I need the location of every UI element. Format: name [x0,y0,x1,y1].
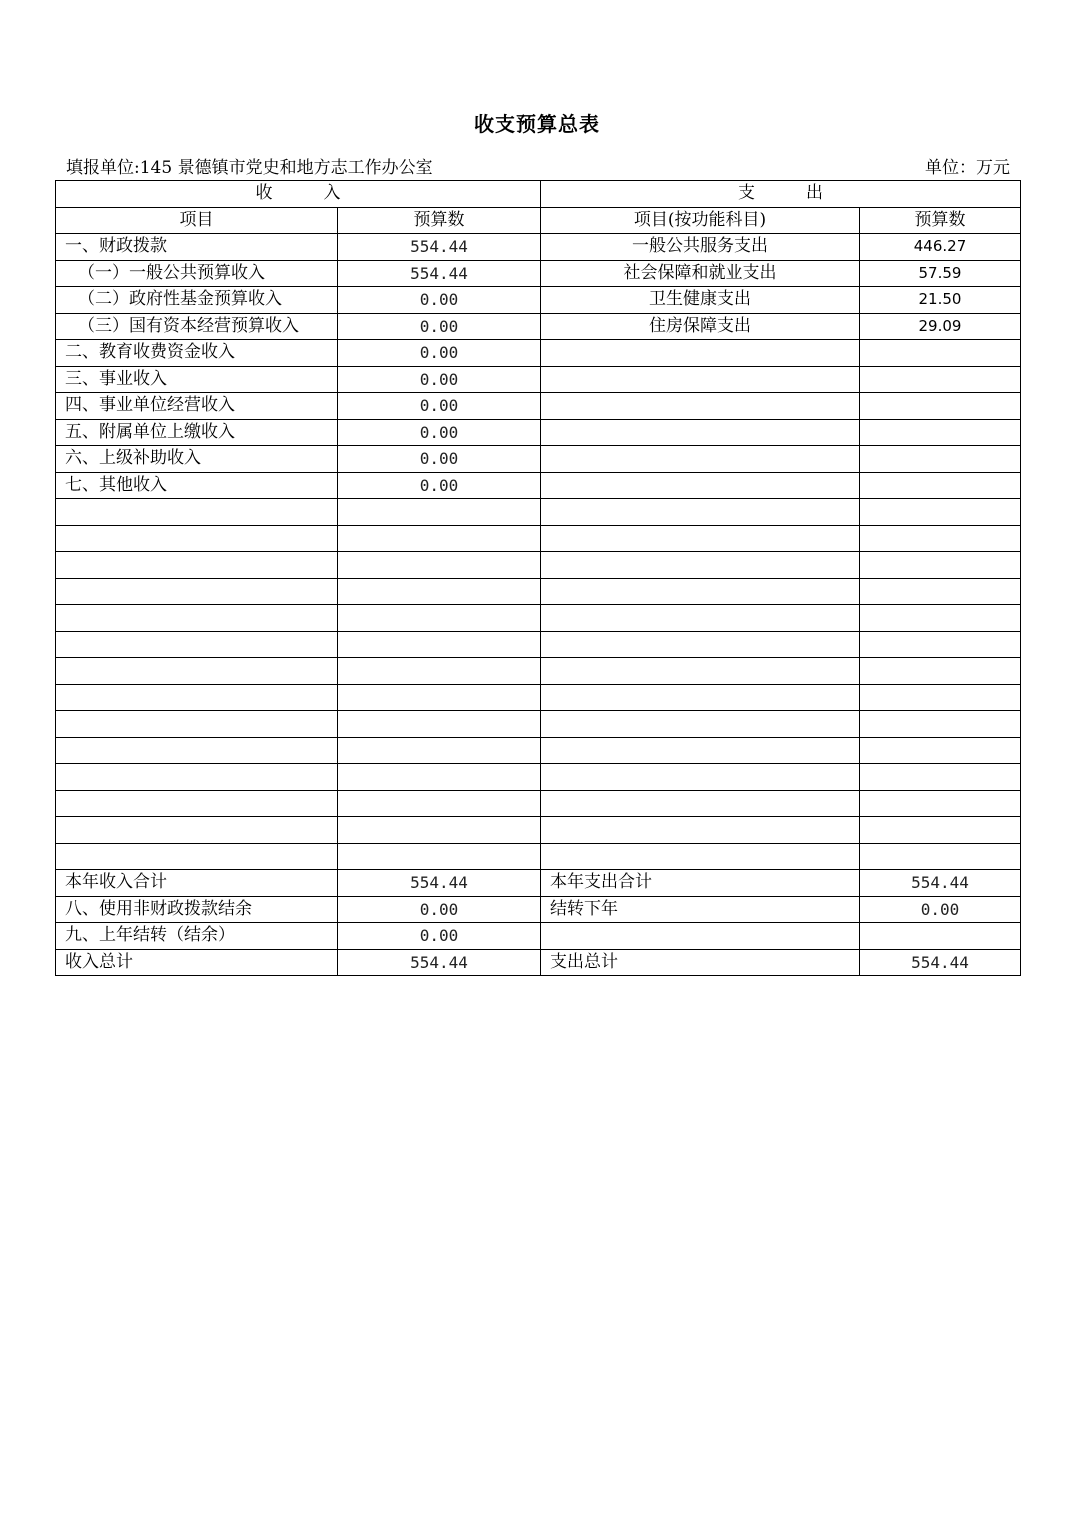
expense-amount-cell [860,578,1021,605]
income-item-cell [56,605,338,632]
income-amount-cell: 554.44 [338,949,541,976]
expense-item-cell: 社会保障和就业支出 [541,260,860,287]
income-amount-cell: 0.00 [338,446,541,473]
income-item-cell [56,817,338,844]
income-item-cell [56,790,338,817]
table-row [56,419,1021,446]
table-row [56,764,1021,791]
table-row [56,658,1021,685]
expense-item-cell [541,658,860,685]
expense-item-cell [541,764,860,791]
table-row [56,605,1021,632]
expense-amount-cell [860,340,1021,367]
income-amount-cell [338,525,541,552]
income-item-cell [56,764,338,791]
expense-item-cell [541,817,860,844]
expense-item-cell [541,499,860,526]
table-row [56,817,1021,844]
expense-amount-cell [860,684,1021,711]
income-item-cell: （一）一般公共预算收入 [56,260,338,287]
expense-item-cell [541,843,860,870]
expense-item-cell [541,711,860,738]
expense-amount-cell [860,764,1021,791]
expense-item-cell [541,737,860,764]
income-item-cell: 一、财政拨款 [56,234,338,261]
expense-item-cell [541,366,860,393]
table-row [56,393,1021,420]
income-amount-cell: 554.44 [338,234,541,261]
income-item-cell [56,658,338,685]
income-item-cell: 九、上年结转（结余） [56,923,338,950]
table-row [56,790,1021,817]
income-item-cell [56,631,338,658]
column-header-row [56,207,1021,234]
income-amount-cell [338,790,541,817]
expense-item-cell: 一般公共服务支出 [541,234,860,261]
income-amount-cell: 0.00 [338,896,541,923]
expense-item-cell [541,631,860,658]
expense-section-header: 支 出 [541,181,1021,208]
expense-amount-cell [860,419,1021,446]
income-amount-cell: 0.00 [338,313,541,340]
expense-amount-cell [860,605,1021,632]
expense-amount-cell [860,737,1021,764]
expense-amount-cell [860,843,1021,870]
income-amount-cell [338,684,541,711]
table-row [56,684,1021,711]
income-amount-cell [338,552,541,579]
expense-item-cell [541,393,860,420]
expense-item-cell [541,340,860,367]
currency-unit: 单位：万元 [925,158,1010,178]
expense-item-cell [541,684,860,711]
budget-table [55,180,1021,976]
table-row [56,923,1021,950]
table-row [56,260,1021,287]
expense-item-cell [541,472,860,499]
expense-item-cell [541,525,860,552]
table-row [56,896,1021,923]
income-item-cell: （二）政府性基金预算收入 [56,287,338,314]
income-amount-cell [338,817,541,844]
income-item-cell: （三）国有资本经营预算收入 [56,313,338,340]
income-amount-cell: 0.00 [338,340,541,367]
expense-item-cell: 住房保障支出 [541,313,860,340]
table-row [56,234,1021,261]
expense-item-cell: 本年支出合计 [541,870,860,897]
income-amount-cell: 554.44 [338,870,541,897]
expense-item-cell [541,419,860,446]
table-row [56,870,1021,897]
income-amount-cell: 0.00 [338,366,541,393]
income-amount-cell [338,499,541,526]
expense-amount-cell [860,631,1021,658]
section-header-row [56,181,1021,208]
table-row [56,949,1021,976]
table-row [56,552,1021,579]
expense-amount-cell: 21.50 [860,287,1021,314]
income-item-cell [56,552,338,579]
table-row [56,472,1021,499]
income-item-cell: 三、事业收入 [56,366,338,393]
income-amount-cell [338,843,541,870]
expense-item-cell [541,923,860,950]
income-item-cell [56,525,338,552]
income-item-cell: 八、使用非财政拨款结余 [56,896,338,923]
col-income-amount: 预算数 [338,207,541,234]
table-row [56,287,1021,314]
col-expense-item: 项目(按功能科目) [541,207,860,234]
income-amount-cell: 0.00 [338,287,541,314]
expense-amount-cell [860,393,1021,420]
table-row [56,366,1021,393]
income-amount-cell: 0.00 [338,472,541,499]
income-item-cell [56,737,338,764]
income-item-cell: 本年收入合计 [56,870,338,897]
income-amount-cell: 0.00 [338,923,541,950]
income-item-cell [56,843,338,870]
expense-amount-cell [860,499,1021,526]
expense-item-cell: 支出总计 [541,949,860,976]
table-row [56,631,1021,658]
income-amount-cell: 554.44 [338,260,541,287]
table-row [56,499,1021,526]
col-expense-amount: 预算数 [860,207,1021,234]
income-amount-cell: 0.00 [338,393,541,420]
income-item-cell: 收入总计 [56,949,338,976]
table-row [56,737,1021,764]
income-amount-cell [338,711,541,738]
expense-item-cell [541,446,860,473]
expense-item-cell [541,790,860,817]
expense-amount-cell [860,923,1021,950]
expense-amount-cell: 446.27 [860,234,1021,261]
expense-amount-cell [860,711,1021,738]
income-amount-cell [338,764,541,791]
income-item-cell: 五、附属单位上缴收入 [56,419,338,446]
expense-amount-cell: 554.44 [860,949,1021,976]
table-row [56,446,1021,473]
table-row [56,578,1021,605]
table-row [56,525,1021,552]
income-section-header: 收 入 [56,181,541,208]
expense-amount-cell [860,552,1021,579]
expense-amount-cell: 29.09 [860,313,1021,340]
income-item-cell: 七、其他收入 [56,472,338,499]
income-item-cell: 六、上级补助收入 [56,446,338,473]
expense-item-cell [541,552,860,579]
table-row [56,711,1021,738]
income-amount-cell [338,605,541,632]
income-item-cell: 四、事业单位经营收入 [56,393,338,420]
expense-amount-cell [860,790,1021,817]
expense-item-cell [541,578,860,605]
income-amount-cell [338,578,541,605]
expense-amount-cell: 554.44 [860,870,1021,897]
col-income-item: 项目 [56,207,338,234]
income-item-cell [56,711,338,738]
income-item-cell: 二、教育收费资金收入 [56,340,338,367]
income-amount-cell [338,737,541,764]
expense-amount-cell [860,658,1021,685]
income-item-cell [56,578,338,605]
income-amount-cell: 0.00 [338,419,541,446]
expense-amount-cell: 57.59 [860,260,1021,287]
income-amount-cell [338,631,541,658]
expense-amount-cell [860,817,1021,844]
income-amount-cell [338,658,541,685]
table-row [56,313,1021,340]
expense-amount-cell [860,472,1021,499]
expense-amount-cell: 0.00 [860,896,1021,923]
expense-item-cell [541,605,860,632]
table-row [56,340,1021,367]
income-item-cell [56,684,338,711]
expense-item-cell: 卫生健康支出 [541,287,860,314]
table-row [56,843,1021,870]
income-item-cell [56,499,338,526]
expense-amount-cell [860,446,1021,473]
expense-item-cell: 结转下年 [541,896,860,923]
expense-amount-cell [860,366,1021,393]
filing-unit: 填报单位:145 景德镇市党史和地方志工作办公室 [66,158,433,178]
document-title: 收支预算总表 [474,112,600,136]
expense-amount-cell [860,525,1021,552]
